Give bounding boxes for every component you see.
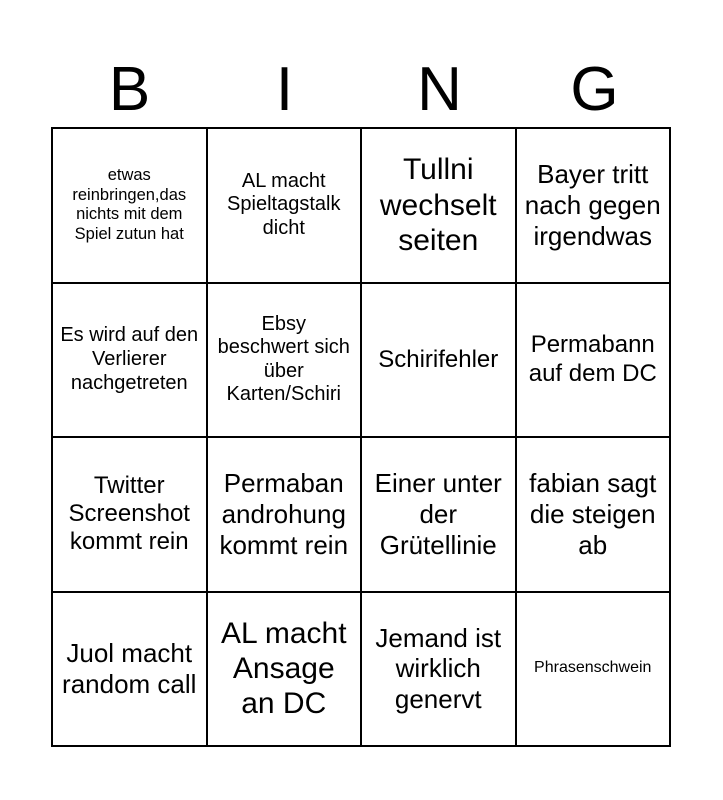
bingo-cell-1-4[interactable] (517, 129, 672, 284)
bingo-cell-3-2[interactable] (208, 438, 363, 593)
cell-label: AL macht Ansage an DC (220, 616, 347, 721)
cell-label: Einer unter der Grütellinie (374, 468, 502, 560)
cell-label: Jemand ist wirklich genervt (375, 622, 502, 715)
bingo-cell-3-3[interactable] (362, 438, 517, 593)
cell-label: Schirifehler (378, 345, 499, 373)
bingo-grid (51, 127, 671, 747)
header-letter-g: G (570, 55, 619, 124)
cell-label: Es wird auf den Verlierer nachgetreten (60, 324, 199, 394)
cell-label: Permaban androhung kommt rein (219, 468, 349, 560)
cell-label: fabian sagt die steigen ab (529, 468, 657, 560)
bingo-cell-3-1[interactable] (53, 438, 208, 593)
bingo-cell-1-3[interactable] (362, 129, 517, 284)
cell-label: Tullni wechselt seiten (379, 153, 497, 257)
bingo-cell-2-2[interactable] (208, 284, 363, 439)
cell-label: Permabann auf dem DC (528, 331, 657, 387)
header-letter-n: N (417, 55, 462, 124)
cell-label: Juol macht random call (62, 638, 197, 699)
header-letter-b: B (108, 55, 151, 124)
cell-label: Phrasenschwein (534, 659, 652, 677)
header-letter-i: I (275, 55, 294, 124)
bingo-cell-1-1[interactable] (53, 129, 208, 284)
bingo-cell-2-4[interactable] (517, 284, 672, 439)
bingo-header (52, 52, 672, 128)
bingo-cell-2-3[interactable] (362, 284, 517, 439)
bingo-cell-4-1[interactable] (53, 593, 208, 748)
bingo-cell-1-2[interactable] (208, 129, 363, 284)
bingo-cell-4-3[interactable] (362, 593, 517, 748)
bingo-cell-3-4[interactable] (517, 438, 672, 593)
cell-label: Ebsy beschwert sich über Karten/Schiri (217, 312, 350, 406)
cell-label: AL macht Spieltagstalk dicht (227, 169, 341, 240)
cell-label: etwas reinbringen,das nichts mit dem Spiel zutun hat (72, 166, 187, 243)
bingo-cell-2-1[interactable] (53, 284, 208, 439)
bingo-cell-4-4[interactable] (517, 593, 672, 748)
bingo-cell-4-2[interactable] (208, 593, 363, 748)
cell-label: Twitter Screenshot kommt rein (68, 471, 190, 556)
cell-label: Bayer tritt nach gegen irgendwas (524, 159, 661, 251)
